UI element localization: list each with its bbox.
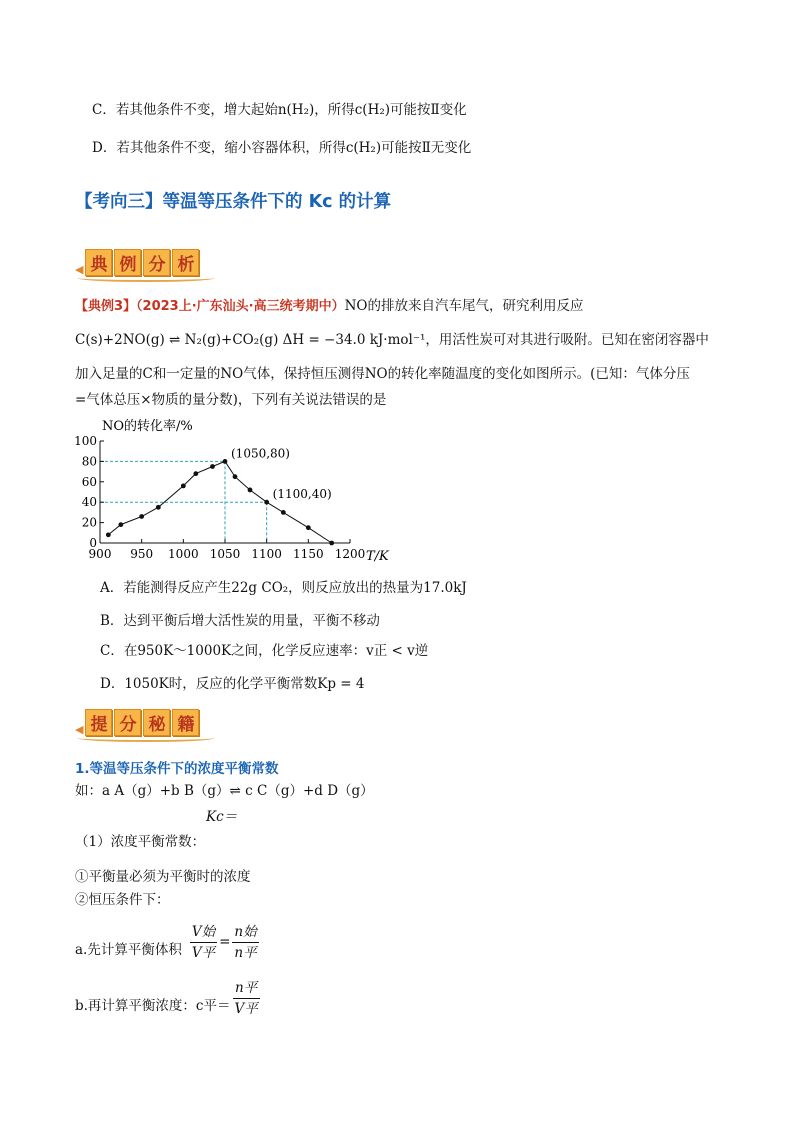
y-tick-label: 20 [81, 515, 97, 530]
banner-underline [77, 274, 215, 282]
data-point [223, 459, 228, 464]
data-point [233, 474, 238, 479]
tips-a-row [75, 922, 259, 962]
x-tick-label: 950 [130, 547, 154, 561]
frac-numerator: V始 [190, 922, 217, 943]
y-tick-label: 100 [74, 434, 97, 448]
tips-b-row [75, 978, 260, 1018]
answer-c: C．在950K～1000K之间，化学反应速率：v正 < v逆 [100, 643, 429, 659]
answer-b: B．达到平衡后增大活性炭的用量，平衡不移动 [100, 613, 380, 629]
y-tick-label: 60 [81, 474, 97, 489]
tips-heading: 1.等温等压条件下的浓度平衡常数 [75, 761, 279, 777]
frac-denominator: n平 [234, 944, 257, 961]
tips-p2: ①平衡量必须为平衡时的浓度 [75, 869, 251, 885]
y-tick-label: 80 [81, 454, 97, 469]
data-point [306, 525, 311, 530]
point-annotation: (1100,40) [272, 487, 332, 502]
volume-ratio-fraction [190, 922, 217, 963]
banner-char: 典 [85, 249, 112, 276]
banner-char: 析 [172, 249, 199, 276]
option-d-top: D．若其他条件不变，缩小容器体积，所得c(H₂)可能按Ⅱ无变化 [92, 140, 472, 156]
example-line2-text: ，用活性炭可对其进行吸附。已知在密闭容器中 [425, 332, 709, 348]
banner-char: 分 [114, 709, 141, 736]
kc-expression: Kc＝ [206, 809, 238, 825]
x-tick-label: 1000 [168, 547, 199, 561]
x-axis-label: T/K [366, 549, 389, 564]
conversion-chart [74, 415, 420, 573]
y-tick-label: 40 [81, 495, 97, 510]
data-point [210, 464, 215, 469]
example-tag: 【典例3】 [75, 299, 137, 314]
frac-numerator: n平 [233, 978, 260, 999]
banner-example-analysis [75, 248, 199, 276]
y-tick-label: 0 [89, 536, 97, 550]
speaker-icon: ◀ [75, 723, 84, 736]
frac-numerator: n始 [232, 922, 258, 943]
mole-ratio-fraction [232, 922, 258, 963]
data-point [156, 505, 161, 510]
x-tick-label: 1050 [209, 547, 241, 561]
data-point [106, 532, 111, 537]
x-tick-label: 900 [88, 547, 112, 561]
example-line-4: =气体总压×物质的量分数)，下列有关说法错误的是 [75, 392, 387, 408]
point-annotation: (1050,80) [231, 446, 290, 461]
speaker-icon: ◀ [75, 263, 84, 276]
option-c-top: C．若其他条件不变，增大起始n(H₂)，所得c(H₂)可能按Ⅱ变化 [92, 102, 467, 118]
general-reaction: 如：a A（g）+b B（g）⇌ c C（g）+d D（g） [75, 783, 374, 799]
tips-a-label: a.先计算平衡体积 [75, 942, 182, 958]
section-title: 【考向三】等温等压条件下的 Kc 的计算 [75, 192, 392, 212]
x-tick-label: 1200 [334, 547, 366, 561]
banner-tips [75, 708, 199, 736]
x-tick-label: 1100 [251, 547, 282, 561]
data-point [139, 514, 144, 519]
equals-sign: = [219, 934, 231, 950]
x-tick-label: 1150 [293, 547, 324, 561]
data-point [181, 483, 186, 488]
reaction-equation: C(s)+2NO(g) ⇌ N₂(g)+CO₂(g) ΔH = −34.0 kJ·mol⁻¹ [75, 332, 426, 348]
frac-denominator: V平 [191, 944, 216, 961]
answer-a: A．若能测得反应产生22g CO₂，则反应放出的热量为17.0kJ [100, 580, 467, 596]
frac-denominator: V平 [234, 1000, 258, 1017]
banner-char: 例 [114, 249, 141, 276]
data-point [248, 488, 253, 493]
banner-char: 籍 [172, 709, 199, 736]
tips-p1: （1）浓度平衡常数： [75, 834, 206, 850]
example-line-2 [75, 330, 709, 350]
y-axis-label: NO的转化率/% [102, 419, 193, 434]
tips-b-label: b.再计算平衡浓度：c平＝ [75, 998, 231, 1014]
example-source: （2023上·广东汕头·高三统考期中） [136, 299, 345, 314]
example-intro: NO的排放来自汽车尾气，研究利用反应 [344, 298, 584, 314]
data-point [281, 510, 286, 515]
data-point [264, 500, 269, 505]
data-point [193, 471, 198, 476]
tips-p3: ②恒压条件下： [75, 892, 170, 908]
data-point [118, 522, 123, 527]
example-line-3: 加入足量的C和一定量的NO气体，保持恒压测得NO的转化率随温度的变化如图所示。(已知：气体分压 [75, 366, 690, 382]
concentration-fraction [233, 978, 260, 1019]
answer-d: D．1050K时，反应的化学平衡常数Kp = 4 [100, 676, 365, 692]
banner-underline [77, 734, 215, 742]
data-point [329, 541, 334, 546]
banner-char: 提 [85, 709, 112, 736]
banner-char: 秘 [143, 709, 170, 736]
example-line-1 [75, 296, 584, 317]
banner-char: 分 [143, 249, 170, 276]
